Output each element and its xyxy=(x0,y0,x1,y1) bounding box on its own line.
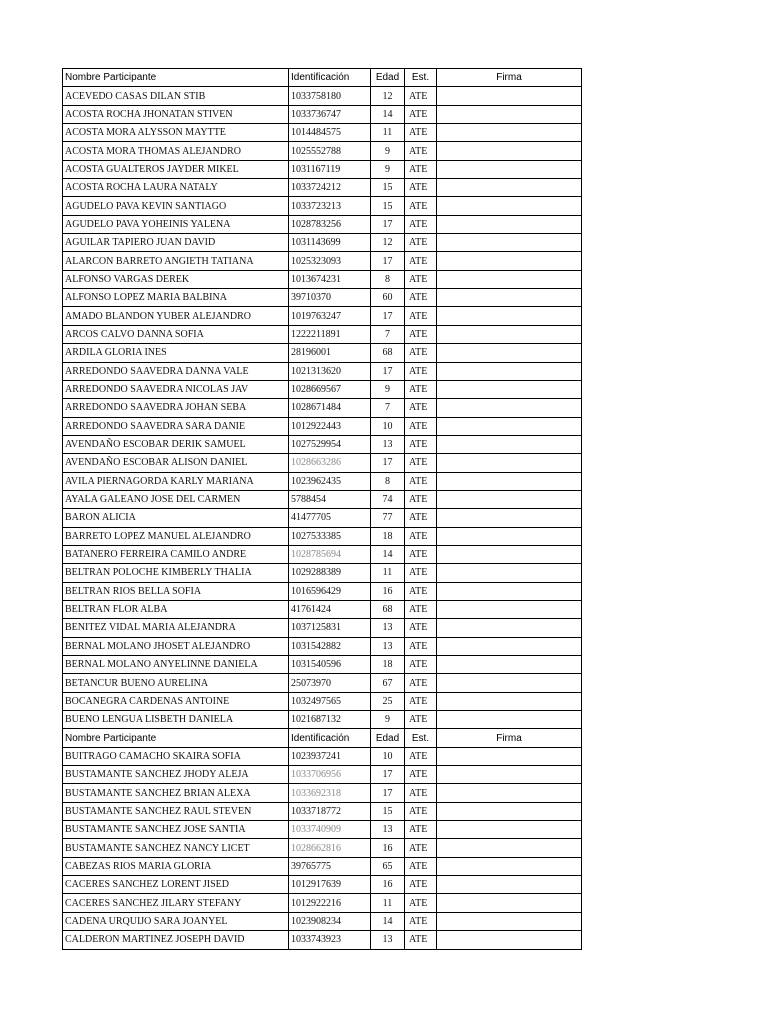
participant-name-cell: CALDERON MARTINEZ JOSEPH DAVID xyxy=(63,931,289,949)
status-cell: ATE xyxy=(405,380,437,398)
status-cell: ATE xyxy=(405,802,437,820)
age-cell: 12 xyxy=(371,234,405,252)
age-cell: 14 xyxy=(371,545,405,563)
participant-name-cell: AVENDAÑO ESCOBAR ALISON DANIEL xyxy=(63,454,289,472)
participant-name-cell: ARREDONDO SAAVEDRA JOHAN SEBA xyxy=(63,399,289,417)
age-cell: 14 xyxy=(371,105,405,123)
status-cell: ATE xyxy=(405,692,437,710)
table-row xyxy=(63,821,582,839)
signature-cell[interactable] xyxy=(437,124,582,142)
identification-cell: 1023937241 xyxy=(289,747,371,765)
participant-name-cell: BETANCUR BUENO AURELINA xyxy=(63,674,289,692)
age-cell: 15 xyxy=(371,802,405,820)
identification-cell: 1031167119 xyxy=(289,160,371,178)
age-cell: 17 xyxy=(371,252,405,270)
table-row xyxy=(63,747,582,765)
identification-cell: 1013674231 xyxy=(289,270,371,288)
status-cell: ATE xyxy=(405,931,437,949)
identification-cell: 1025552788 xyxy=(289,142,371,160)
signature-cell[interactable] xyxy=(437,545,582,563)
participant-name-cell: ACOSTA ROCHA JHONATAN STIVEN xyxy=(63,105,289,123)
identification-cell: 1028671484 xyxy=(289,399,371,417)
status-cell: ATE xyxy=(405,600,437,618)
table-row xyxy=(63,399,582,417)
table-row xyxy=(63,307,582,325)
participant-name-cell: ARREDONDO SAAVEDRA DANNA VALE xyxy=(63,362,289,380)
table-row xyxy=(63,87,582,105)
status-cell: ATE xyxy=(405,527,437,545)
status-cell: ATE xyxy=(405,87,437,105)
identification-cell: 1031542882 xyxy=(289,637,371,655)
identification-cell: 1028663286 xyxy=(289,454,371,472)
table-row xyxy=(63,527,582,545)
age-cell: 16 xyxy=(371,876,405,894)
participant-name-cell: BUITRAGO CAMACHO SKAIRA SOFIA xyxy=(63,747,289,765)
signature-cell[interactable] xyxy=(437,766,582,784)
age-cell: 10 xyxy=(371,417,405,435)
participant-name-cell: BUSTAMANTE SANCHEZ JOSE SANTIA xyxy=(63,821,289,839)
signature-cell[interactable] xyxy=(437,656,582,674)
age-cell: 11 xyxy=(371,894,405,912)
participant-name-cell: ACOSTA GUALTEROS JAYDER MIKEL xyxy=(63,160,289,178)
table-row xyxy=(63,270,582,288)
signature-cell[interactable] xyxy=(437,197,582,215)
status-cell: ATE xyxy=(405,362,437,380)
age-cell: 16 xyxy=(371,839,405,857)
age-cell: 17 xyxy=(371,307,405,325)
participant-name-cell: ALFONSO VARGAS DEREK xyxy=(63,270,289,288)
status-cell: ATE xyxy=(405,307,437,325)
participant-name-cell: CADENA URQUIJO SARA JOANYEL xyxy=(63,912,289,930)
identification-cell: 1028662816 xyxy=(289,839,371,857)
header-age: Edad xyxy=(371,69,405,87)
header-identification: Identificación xyxy=(289,69,371,87)
participant-name-cell: ACOSTA ROCHA LAURA NATALY xyxy=(63,179,289,197)
status-cell: ATE xyxy=(405,215,437,233)
age-cell: 8 xyxy=(371,270,405,288)
age-cell: 8 xyxy=(371,472,405,490)
table-row xyxy=(63,876,582,894)
table-row xyxy=(63,894,582,912)
age-cell: 13 xyxy=(371,637,405,655)
age-cell: 18 xyxy=(371,656,405,674)
signature-cell[interactable] xyxy=(437,454,582,472)
identification-cell: 1016596429 xyxy=(289,582,371,600)
table-row xyxy=(63,582,582,600)
age-cell: 15 xyxy=(371,197,405,215)
signature-cell[interactable] xyxy=(437,472,582,490)
identification-cell: 39765775 xyxy=(289,857,371,875)
status-cell: ATE xyxy=(405,344,437,362)
participant-name-cell: AMADO BLANDON YUBER ALEJANDRO xyxy=(63,307,289,325)
participant-name-cell: ARREDONDO SAAVEDRA SARA DANIE xyxy=(63,417,289,435)
identification-cell: 41477705 xyxy=(289,509,371,527)
signature-cell[interactable] xyxy=(437,380,582,398)
identification-cell: 1019763247 xyxy=(289,307,371,325)
signature-cell[interactable] xyxy=(437,711,582,729)
age-cell: 13 xyxy=(371,931,405,949)
signature-cell[interactable] xyxy=(437,105,582,123)
table-row xyxy=(63,289,582,307)
table-row xyxy=(63,380,582,398)
status-cell: ATE xyxy=(405,545,437,563)
signature-cell[interactable] xyxy=(437,912,582,930)
age-cell: 77 xyxy=(371,509,405,527)
signature-cell[interactable] xyxy=(437,344,582,362)
status-cell: ATE xyxy=(405,784,437,802)
identification-cell: 1029288389 xyxy=(289,564,371,582)
status-cell: ATE xyxy=(405,876,437,894)
identification-cell: 1023908234 xyxy=(289,912,371,930)
table-row xyxy=(63,784,582,802)
status-cell: ATE xyxy=(405,656,437,674)
age-cell: 12 xyxy=(371,87,405,105)
age-cell: 14 xyxy=(371,912,405,930)
identification-cell: 1033758180 xyxy=(289,87,371,105)
table-row xyxy=(63,362,582,380)
header-row xyxy=(63,729,582,747)
age-cell: 9 xyxy=(371,142,405,160)
age-cell: 74 xyxy=(371,490,405,508)
status-cell: ATE xyxy=(405,674,437,692)
signature-cell[interactable] xyxy=(437,637,582,655)
identification-cell: 1031540596 xyxy=(289,656,371,674)
identification-cell: 1028783256 xyxy=(289,215,371,233)
header-signature: Firma xyxy=(437,729,582,747)
status-cell: ATE xyxy=(405,582,437,600)
header-row xyxy=(63,69,582,87)
signature-cell[interactable] xyxy=(437,399,582,417)
identification-cell: 1012922443 xyxy=(289,417,371,435)
header-identification: Identificación xyxy=(289,729,371,747)
table-row xyxy=(63,124,582,142)
signature-cell[interactable] xyxy=(437,87,582,105)
table-row xyxy=(63,490,582,508)
header-age: Edad xyxy=(371,729,405,747)
status-cell: ATE xyxy=(405,821,437,839)
signature-cell[interactable] xyxy=(437,307,582,325)
table-row xyxy=(63,931,582,949)
identification-cell: 1025323093 xyxy=(289,252,371,270)
age-cell: 13 xyxy=(371,435,405,453)
status-cell: ATE xyxy=(405,289,437,307)
age-cell: 7 xyxy=(371,399,405,417)
table-row xyxy=(63,600,582,618)
signature-cell[interactable] xyxy=(437,582,582,600)
age-cell: 11 xyxy=(371,564,405,582)
signature-cell[interactable] xyxy=(437,802,582,820)
identification-cell: 1033724212 xyxy=(289,179,371,197)
age-cell: 17 xyxy=(371,215,405,233)
participant-name-cell: AVENDAÑO ESCOBAR DERIK SAMUEL xyxy=(63,435,289,453)
status-cell: ATE xyxy=(405,619,437,637)
status-cell: ATE xyxy=(405,179,437,197)
participant-name-cell: AGUILAR TAPIERO JUAN DAVID xyxy=(63,234,289,252)
identification-cell: 1027529954 xyxy=(289,435,371,453)
age-cell: 25 xyxy=(371,692,405,710)
age-cell: 9 xyxy=(371,380,405,398)
table-row xyxy=(63,179,582,197)
age-cell: 17 xyxy=(371,766,405,784)
participant-name-cell: BELTRAN POLOCHE KIMBERLY THALIA xyxy=(63,564,289,582)
status-cell: ATE xyxy=(405,509,437,527)
status-cell: ATE xyxy=(405,894,437,912)
status-cell: ATE xyxy=(405,711,437,729)
identification-cell: 1033718772 xyxy=(289,802,371,820)
identification-cell: 1032497565 xyxy=(289,692,371,710)
age-cell: 17 xyxy=(371,784,405,802)
age-cell: 18 xyxy=(371,527,405,545)
status-cell: ATE xyxy=(405,142,437,160)
signature-cell[interactable] xyxy=(437,674,582,692)
table-row xyxy=(63,711,582,729)
signature-cell[interactable] xyxy=(437,564,582,582)
signature-cell[interactable] xyxy=(437,435,582,453)
signature-cell[interactable] xyxy=(437,747,582,765)
table-row xyxy=(63,839,582,857)
header-name: Nombre Participante xyxy=(63,69,289,87)
participant-name-cell: AGUDELO PAVA YOHEINIS YALENA xyxy=(63,215,289,233)
participant-name-cell: BENITEZ VIDAL MARIA ALEJANDRA xyxy=(63,619,289,637)
participant-name-cell: BUSTAMANTE SANCHEZ RAUL STEVEN xyxy=(63,802,289,820)
table-row xyxy=(63,766,582,784)
participant-attendance-table xyxy=(62,68,582,950)
status-cell: ATE xyxy=(405,472,437,490)
signature-cell[interactable] xyxy=(437,692,582,710)
signature-cell[interactable] xyxy=(437,270,582,288)
table-row xyxy=(63,344,582,362)
table-row xyxy=(63,674,582,692)
participant-name-cell: BERNAL MOLANO JHOSET ALEJANDRO xyxy=(63,637,289,655)
table-row xyxy=(63,619,582,637)
status-cell: ATE xyxy=(405,160,437,178)
header-status: Est. xyxy=(405,729,437,747)
participant-name-cell: ARREDONDO SAAVEDRA NICOLAS JAV xyxy=(63,380,289,398)
identification-cell: 1222211891 xyxy=(289,325,371,343)
header-signature: Firma xyxy=(437,69,582,87)
table-row xyxy=(63,545,582,563)
age-cell: 68 xyxy=(371,600,405,618)
table-row xyxy=(63,509,582,527)
table-row xyxy=(63,472,582,490)
participant-name-cell: AYALA GALEANO JOSE DEL CARMEN xyxy=(63,490,289,508)
participant-name-cell: ACEVEDO CASAS DILAN STIB xyxy=(63,87,289,105)
age-cell: 60 xyxy=(371,289,405,307)
signature-cell[interactable] xyxy=(437,179,582,197)
status-cell: ATE xyxy=(405,435,437,453)
status-cell: ATE xyxy=(405,857,437,875)
signature-cell[interactable] xyxy=(437,600,582,618)
table-row xyxy=(63,564,582,582)
table-row xyxy=(63,325,582,343)
table-row xyxy=(63,637,582,655)
participant-name-cell: BUSTAMANTE SANCHEZ JHODY ALEJA xyxy=(63,766,289,784)
participant-name-cell: BUENO LENGUA LISBETH DANIELA xyxy=(63,711,289,729)
participant-name-cell: CACERES SANCHEZ JILARY STEFANY xyxy=(63,894,289,912)
status-cell: ATE xyxy=(405,839,437,857)
identification-cell: 1027533385 xyxy=(289,527,371,545)
signature-cell[interactable] xyxy=(437,876,582,894)
signature-cell[interactable] xyxy=(437,931,582,949)
table-row xyxy=(63,417,582,435)
identification-cell: 1028785694 xyxy=(289,545,371,563)
participant-name-cell: ALARCON BARRETO ANGIETH TATIANA xyxy=(63,252,289,270)
age-cell: 67 xyxy=(371,674,405,692)
status-cell: ATE xyxy=(405,637,437,655)
age-cell: 17 xyxy=(371,454,405,472)
status-cell: ATE xyxy=(405,234,437,252)
age-cell: 68 xyxy=(371,344,405,362)
table-row xyxy=(63,252,582,270)
identification-cell: 1033706956 xyxy=(289,766,371,784)
signature-cell[interactable] xyxy=(437,289,582,307)
signature-cell[interactable] xyxy=(437,417,582,435)
identification-cell: 1012922216 xyxy=(289,894,371,912)
participant-name-cell: ARCOS CALVO DANNA SOFIA xyxy=(63,325,289,343)
identification-cell: 1028669567 xyxy=(289,380,371,398)
status-cell: ATE xyxy=(405,197,437,215)
signature-cell[interactable] xyxy=(437,857,582,875)
signature-cell[interactable] xyxy=(437,821,582,839)
participant-name-cell: CACERES SANCHEZ LORENT JISED xyxy=(63,876,289,894)
table-row xyxy=(63,142,582,160)
status-cell: ATE xyxy=(405,270,437,288)
participant-name-cell: BARRETO LOPEZ MANUEL ALEJANDRO xyxy=(63,527,289,545)
participant-name-cell: BOCANEGRA CARDENAS ANTOINE xyxy=(63,692,289,710)
identification-cell: 1033736747 xyxy=(289,105,371,123)
status-cell: ATE xyxy=(405,252,437,270)
identification-cell: 1023962435 xyxy=(289,472,371,490)
participant-name-cell: BELTRAN FLOR ALBA xyxy=(63,600,289,618)
signature-cell[interactable] xyxy=(437,362,582,380)
status-cell: ATE xyxy=(405,454,437,472)
identification-cell: 39710370 xyxy=(289,289,371,307)
status-cell: ATE xyxy=(405,747,437,765)
signature-cell[interactable] xyxy=(437,490,582,508)
table-row xyxy=(63,857,582,875)
participant-name-cell: BATANERO FERREIRA CAMILO ANDRE xyxy=(63,545,289,563)
table-row xyxy=(63,454,582,472)
header-status: Est. xyxy=(405,69,437,87)
participant-name-cell: ARDILA GLORIA INES xyxy=(63,344,289,362)
signature-cell[interactable] xyxy=(437,252,582,270)
signature-cell[interactable] xyxy=(437,509,582,527)
participant-name-cell: ALFONSO LOPEZ MARIA BALBINA xyxy=(63,289,289,307)
signature-cell[interactable] xyxy=(437,325,582,343)
table-row xyxy=(63,802,582,820)
participant-name-cell: BUSTAMANTE SANCHEZ BRIAN ALEXA xyxy=(63,784,289,802)
status-cell: ATE xyxy=(405,912,437,930)
table-row xyxy=(63,197,582,215)
participant-name-cell: AVILA PIERNAGORDA KARLY MARIANA xyxy=(63,472,289,490)
participant-name-cell: BELTRAN RIOS BELLA SOFIA xyxy=(63,582,289,600)
identification-cell: 5788454 xyxy=(289,490,371,508)
age-cell: 9 xyxy=(371,160,405,178)
signature-cell[interactable] xyxy=(437,160,582,178)
signature-cell[interactable] xyxy=(437,619,582,637)
identification-cell: 1012917639 xyxy=(289,876,371,894)
identification-cell: 41761424 xyxy=(289,600,371,618)
participant-name-cell: BUSTAMANTE SANCHEZ NANCY LICET xyxy=(63,839,289,857)
age-cell: 15 xyxy=(371,179,405,197)
identification-cell: 1033692318 xyxy=(289,784,371,802)
age-cell: 13 xyxy=(371,821,405,839)
age-cell: 10 xyxy=(371,747,405,765)
table-row xyxy=(63,160,582,178)
table-row xyxy=(63,692,582,710)
signature-cell[interactable] xyxy=(437,894,582,912)
status-cell: ATE xyxy=(405,417,437,435)
status-cell: ATE xyxy=(405,105,437,123)
table-row xyxy=(63,435,582,453)
table-row xyxy=(63,912,582,930)
participant-name-cell: ACOSTA MORA THOMAS ALEJANDRO xyxy=(63,142,289,160)
status-cell: ATE xyxy=(405,124,437,142)
age-cell: 17 xyxy=(371,362,405,380)
identification-cell: 28196001 xyxy=(289,344,371,362)
signature-cell[interactable] xyxy=(437,527,582,545)
status-cell: ATE xyxy=(405,490,437,508)
identification-cell: 1033723213 xyxy=(289,197,371,215)
identification-cell: 25073970 xyxy=(289,674,371,692)
signature-cell[interactable] xyxy=(437,234,582,252)
signature-cell[interactable] xyxy=(437,839,582,857)
age-cell: 9 xyxy=(371,711,405,729)
status-cell: ATE xyxy=(405,399,437,417)
signature-cell[interactable] xyxy=(437,215,582,233)
identification-cell: 1031143699 xyxy=(289,234,371,252)
age-cell: 11 xyxy=(371,124,405,142)
age-cell: 65 xyxy=(371,857,405,875)
table-body xyxy=(63,69,582,950)
status-cell: ATE xyxy=(405,564,437,582)
age-cell: 13 xyxy=(371,619,405,637)
table-row xyxy=(63,656,582,674)
status-cell: ATE xyxy=(405,325,437,343)
status-cell: ATE xyxy=(405,766,437,784)
identification-cell: 1014484575 xyxy=(289,124,371,142)
signature-cell[interactable] xyxy=(437,784,582,802)
identification-cell: 1021313620 xyxy=(289,362,371,380)
table-row xyxy=(63,234,582,252)
participant-name-cell: BERNAL MOLANO ANYELINNE DANIELA xyxy=(63,656,289,674)
age-cell: 16 xyxy=(371,582,405,600)
table-row xyxy=(63,215,582,233)
identification-cell: 1033740909 xyxy=(289,821,371,839)
identification-cell: 1021687132 xyxy=(289,711,371,729)
participant-name-cell: CABEZAS RIOS MARIA GLORIA xyxy=(63,857,289,875)
participant-name-cell: AGUDELO PAVA KEVIN SANTIAGO xyxy=(63,197,289,215)
signature-cell[interactable] xyxy=(437,142,582,160)
header-name: Nombre Participante xyxy=(63,729,289,747)
table-row xyxy=(63,105,582,123)
identification-cell: 1033743923 xyxy=(289,931,371,949)
participant-name-cell: ACOSTA MORA ALYSSON MAYTTE xyxy=(63,124,289,142)
participant-name-cell: BARON ALICIA xyxy=(63,509,289,527)
age-cell: 7 xyxy=(371,325,405,343)
identification-cell: 1037125831 xyxy=(289,619,371,637)
